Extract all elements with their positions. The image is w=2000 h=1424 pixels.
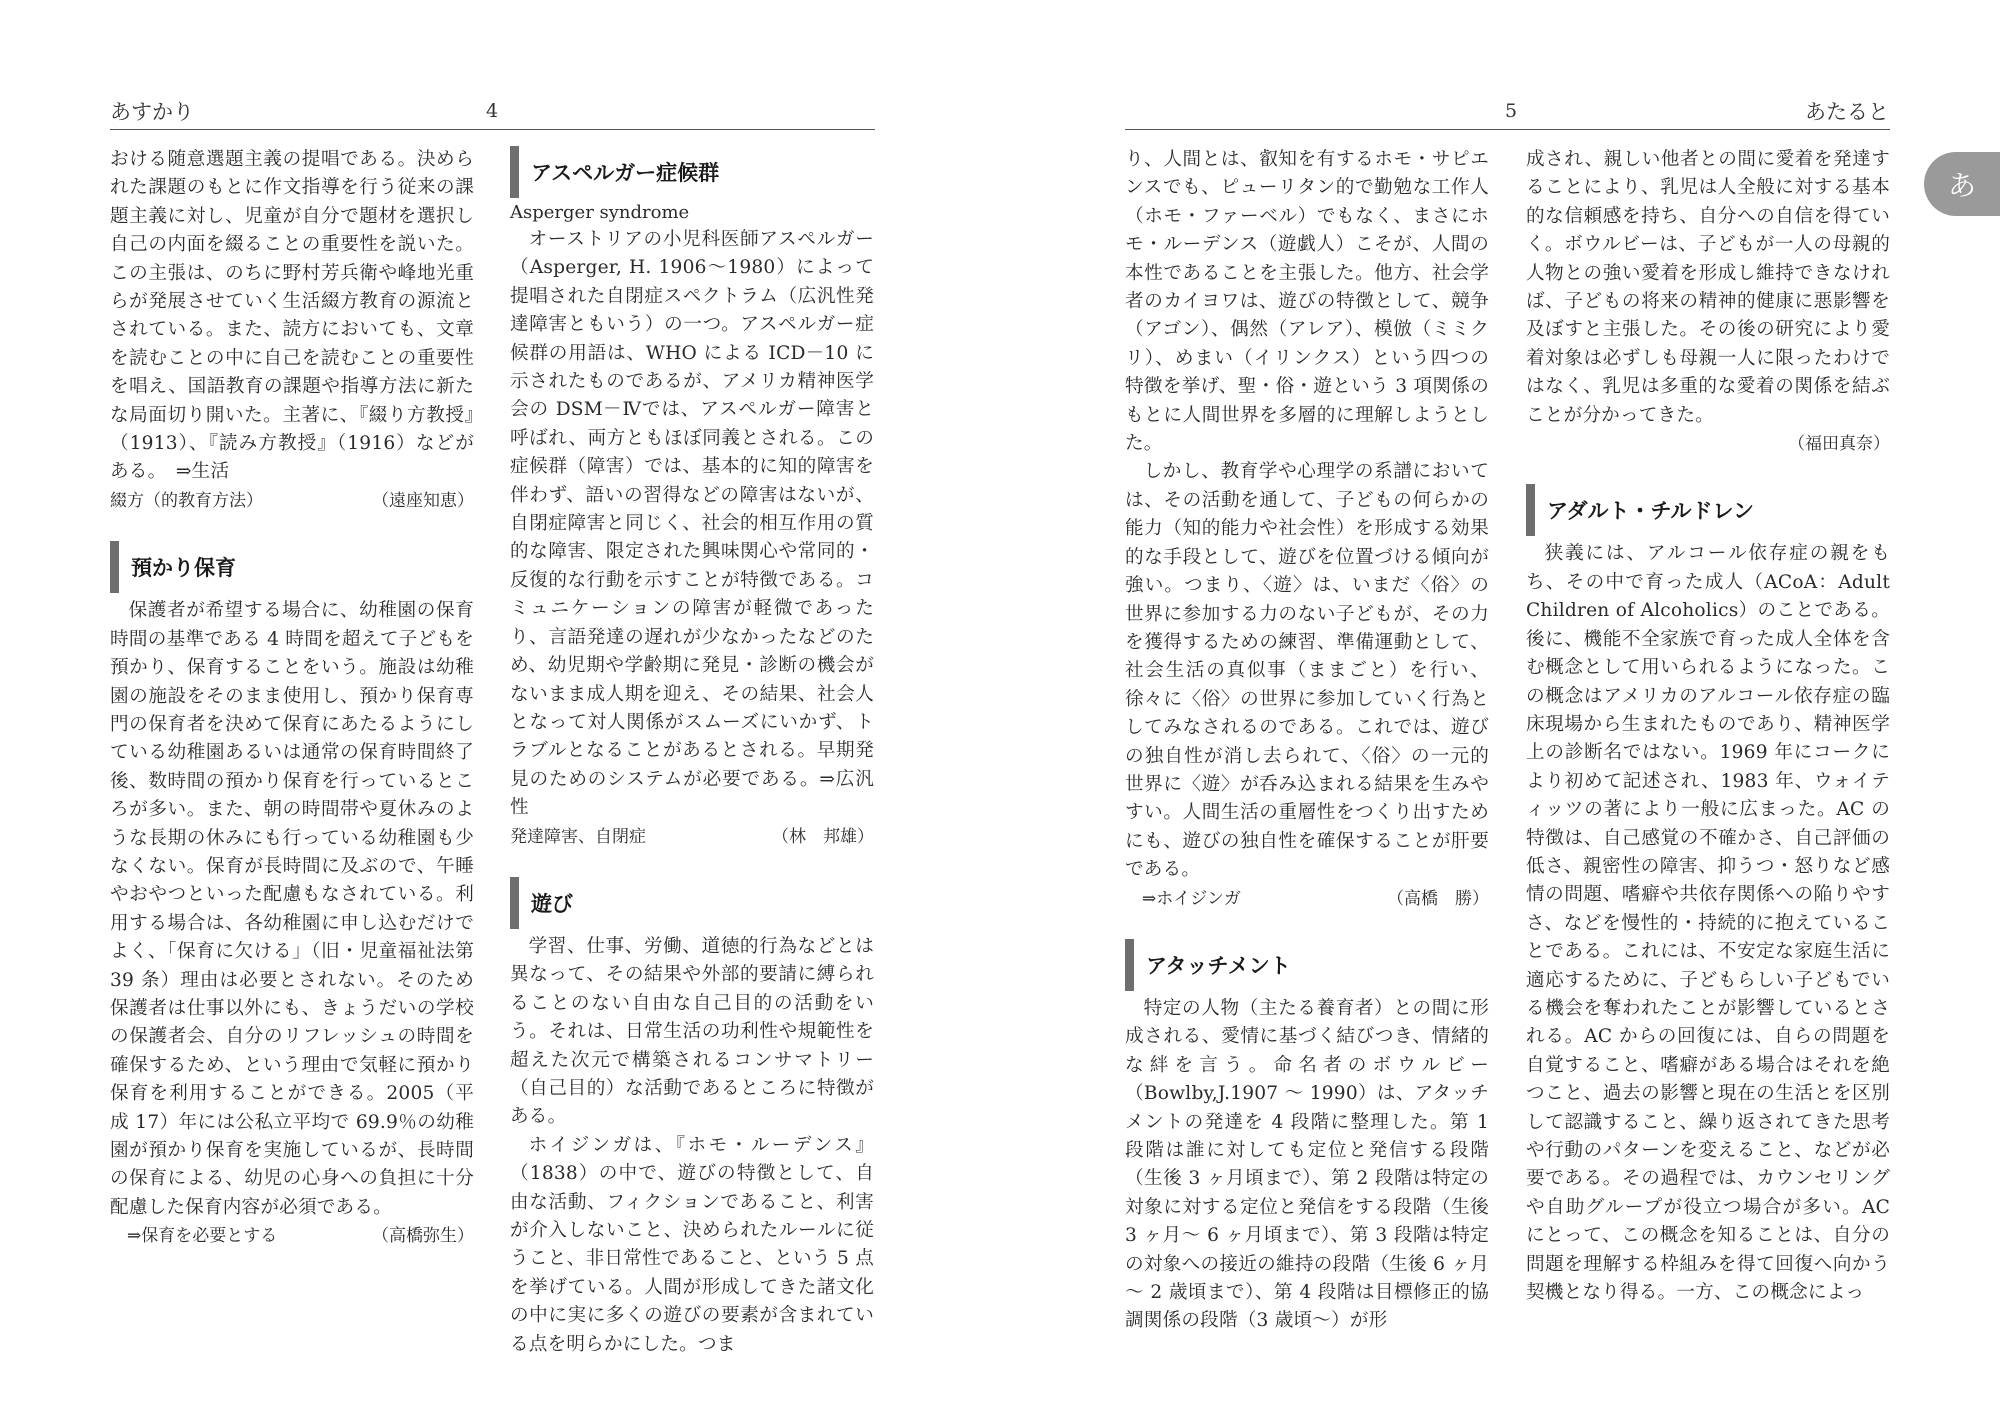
running-head-left: あすかり [110, 100, 194, 124]
entry-title: 遊び [531, 891, 573, 916]
entry-continuation-text: り、人間とは、叡知を有するホモ・サピエンスでも、ピューリタン的で勤勉な工作人（ホモ・ファーベル）でもなく、まさにホモ・ルーデンス（遊戯人）こそが、人間の本性であることを主張した。他方、社会学者のカイヨワは、遊びの特徴として、競争（アゴン）、偶然（アレア）、模倣（ミミクリ）、めまい（イリンクス）という四つの特徴を挙げ、聖・俗・遊という 3 項関係のもとに人間世界を多層的に理解しようとした。 [1125, 149, 1489, 455]
entry-heading-azukari-hoiku [110, 541, 474, 593]
running-head-right: あたると [1805, 100, 1889, 124]
entry-title: アスペルガー症候群 [531, 161, 720, 185]
entry-heading-attachment [1125, 939, 1489, 991]
cross-reference: ⇒ホイジンガ [1142, 888, 1241, 909]
entry-body-text: しかし、教育学や心理学の系譜においては、その活動を通して、子どもの何らかの能力（知的能力や社会性）を形成する効果的な手段として、遊びを位置づける傾向が強い。つまり、〈遊〉は、いまだ〈俗〉の世界に参加する力のない子どもが、その力を獲得するための練習、準備運動として、社会生活の真似事（ままごと）を行い、徐々に〈俗〉の世界に参加していく行為としてみなされるのである。これでは、遊びの独自性が消し去られて、〈俗〉の一元的世界に〈遊〉が呑み込まれる結果を生みやすい。人間生活の重層性をつくり出すためにも、遊びの独自性を確保することが肝要である。 [1125, 461, 1489, 881]
entry-author: （高橋 勝） [1387, 888, 1489, 909]
entry-english-term: Asperger syndrome [510, 202, 690, 223]
entry-heading-asobi [510, 877, 874, 929]
entry-title: アタッチメント [1146, 953, 1291, 978]
entry-heading-asperger [510, 146, 874, 198]
entry-body-text: オーストリアの小児科医師アスペルガー（Asperger, H. 1906～1980）によって提唱された自閉症スペクトラム（広汎性発達障害ともいう）の一つ。アスペルガー症候群の用語は、WHO による ICD－10 に示されたものであるが、アメリカ精神医学会の DSM－Ⅳでは、アスペルガー障害と呼ばれ、両方ともほぼ同義とされる。この症候群（障害）では、基本的に知的障害を伴わず、語いの習得などの障害はないが、自閉症障害と同じく、社会的相互作用の質的な障害、限定された興味関心や常同的・反復的な行動を示すことが特徴である。コミュニケーションの障害が軽微であったり、言語発達の遅れが少なかったなどのため、幼児期や学齢期に発見・診断の機会がないまま成人期を迎え、その結果、社会人となって対人関係がスムーズにいかず、トラブルとなることがあるとされる。早期発見のためのシステムが必要である。⇒広汎性 [510, 229, 874, 819]
thumb-index-label: あ [1948, 169, 1977, 202]
heading-bar [1125, 939, 1134, 991]
header-rule-left [110, 129, 875, 130]
entry-author: （福田真奈） [1788, 434, 1890, 455]
right-column-2 [1526, 146, 1890, 1307]
thumb-index-tab [1924, 152, 2000, 216]
header-rule-right [1125, 129, 1890, 130]
entry-ref-line [110, 1222, 474, 1250]
entry-author: （遠座知恵） [372, 490, 474, 511]
cross-reference: 発達障害、自閉症 [510, 826, 646, 847]
cross-reference: 綴方（的教育方法） [110, 490, 263, 511]
entry-body-text: 保護者が希望する場合に、幼稚園の保育時間の基準である 4 時間を超えて子どもを預かり、保育することをいう。施設は幼稚園の施設をそのまま使用し、預かり保育専門の保育者を決めて保育にあたるようにしている幼稚園あるいは通常の保育時間終了後、数時間の預かり保育を行っているところが多い。また、朝の時間帯や夏休みのような長期の休みにも行っている幼稚園も少なくない。保育が長時間に及ぶので、午睡やおやつといった配慮もなされている。利用する場合は、各幼稚園に申し込むだけでよく、「保育に欠ける」（旧・児童福祉法第 39 条）理由は必要とされない。そのため保護者は仕事以外にも、きょうだいの学校の保護者会、自分のリフレッシュの時間を確保するため、という理由で気軽に預かり保育を利用することができる。2005（平成 17）年には公私立平均で 69.9％の幼稚園が預かり保育を実施しているが、長時間の保育による、幼児の心身への負担に十分配慮した保育内容が必須である。 [110, 600, 474, 1218]
heading-bar [510, 877, 519, 929]
left-column-1 [110, 146, 474, 1251]
right-column-1 [1125, 146, 1489, 1336]
heading-bar [510, 146, 519, 198]
page-number-left: 4 [486, 100, 499, 122]
entry-author: （林 邦雄） [772, 826, 874, 847]
page-number-right: 5 [1505, 100, 1518, 122]
entry-continuation-text: 成され、親しい他者との間に愛着を発達することにより、乳児は人全般に対する基本的な信頼感を持ち、自分への自信を得ていく。ボウルビーは、子どもが一人の母親的人物との強い愛着を形成し維持できなければ、子どもの将来の精神的健康に悪影響を及ぼすと主張した。その後の研究により愛着対象は必ずしも母親一人に限ったわけではなく、乳児は多重的な愛着の関係を結ぶことが分かってきた。 [1526, 149, 1890, 426]
entry-title: アダルト・チルドレン [1547, 499, 1754, 524]
left-column-2 [510, 146, 874, 1359]
entry-body-text: 特定の人物（主たる養育者）との間に形成される、愛情に基づく結びつき、情緒的な絆を言う。命名者のボウルビー（Bowlby,J.1907 ～ 1990）は、アタッチメントの発達を 4 段階に整理した。第 1 段階は誰に対しても定位と発信する段階（生後 3 ヶ月頃まで）、第 2 段階は特定の対象に対する定位と発信をする段階（生後 3 ヶ月～ 6 ヶ月頃まで）、第 3 段階は特定の対象への接近の維持の段階（生後 6 ヶ月～ 2 歳頃まで）、第 4 段階は目標修正的協調関係の段階（3 歳頃～）が形 [1125, 997, 1489, 1332]
entry-body-text: 狭義には、アルコール依存症の親をもち、その中で育った成人（ACoA：Adult Children of Alcoholics）のことである。後に、機能不全家族で育った成人全体を含む概念として用いられるようになった。この概念はアメリカのアルコール依存症の臨床現場から生まれたものであり、精神医学上の診断名ではない。1969 年にコークにより初めて記述され、1983 年、ウォイティッツの著により一般に広まった。AC の特徴は、自己感覚の不確かさ、自己評価の低さ、親密性の障害、抑うつ・怒りなど感情の問題、嗜癖や共依存関係への陥りやすさ、などを慢性的・持続的に抱えていることである。これには、不安定な家庭生活に適応するために、子どもらしい子どもでいる機会を奪われたことが影響しているとされる。AC からの回復には、自らの問題を自覚すること、嗜癖がある場合はそれを絶つこと、過去の影響と現在の生活とを区別して認識すること、繰り返されてきた思考や行動のパターンを変えること、などが必要である。その過程では、カウンセリングや自助グループが役立つ場合が多い。AC にとって、この概念を知ることは、自分の問題を理解する枠組みを得て回復へ向かう契機となり得る。一方、この概念によっ [1526, 543, 1890, 1304]
entry-ref-line [1125, 885, 1489, 913]
entry-author: （高橋弥生） [372, 1226, 474, 1247]
cross-reference: ⇒保育を必要とする [127, 1226, 278, 1247]
entry-heading-adult-children [1526, 484, 1890, 536]
right-page [1000, 0, 2000, 1424]
entry-body-text: ホイジンガは、『ホモ・ルーデンス』（1838）の中で、遊びの特徴として、自由な活動、フィクションであること、利害が介入しないこと、決められたルールに従うこと、非日常性であること、という 5 点を挙げている。人間が形成してきた諸文化の中に実に多くの遊びの要素が含まれている点を明らかにした。つま [510, 1134, 874, 1355]
entry-body-text: 学習、仕事、労働、道徳的行為などとは異なって、その結果や外部的要請に縛られることのない自由な自己目的の活動をいう。それは、日常生活の功利性や規範性を超えた次元で構築されるコンサマトリー（自己目的）な活動であるところに特徴がある。 [510, 935, 874, 1128]
entry-continuation-text: おける随意選題主義の提唱である。決められた課題のもとに作文指導を行う従来の課題主義に対し、児童が自分で題材を選択し自己の内面を綴ることの重要性を説いた。この主張は、のちに野村芳兵衛や峰地光重らが発展させていく生活綴方教育の源流とされている。また、読方においても、文章を読むことの中に自己を読むことの重要性を唱え、国語教育の課題や指導方法に新たな局面切り開いた。主著に、『綴り方教授』（1913）、『読み方教授』（1916）などがある。 ⇒生活 [110, 149, 474, 483]
entry-ref-line [510, 823, 874, 851]
entry-ref-line [110, 487, 474, 515]
heading-bar [110, 541, 119, 593]
heading-bar [1526, 484, 1535, 536]
entry-title: 預かり保育 [131, 556, 236, 581]
